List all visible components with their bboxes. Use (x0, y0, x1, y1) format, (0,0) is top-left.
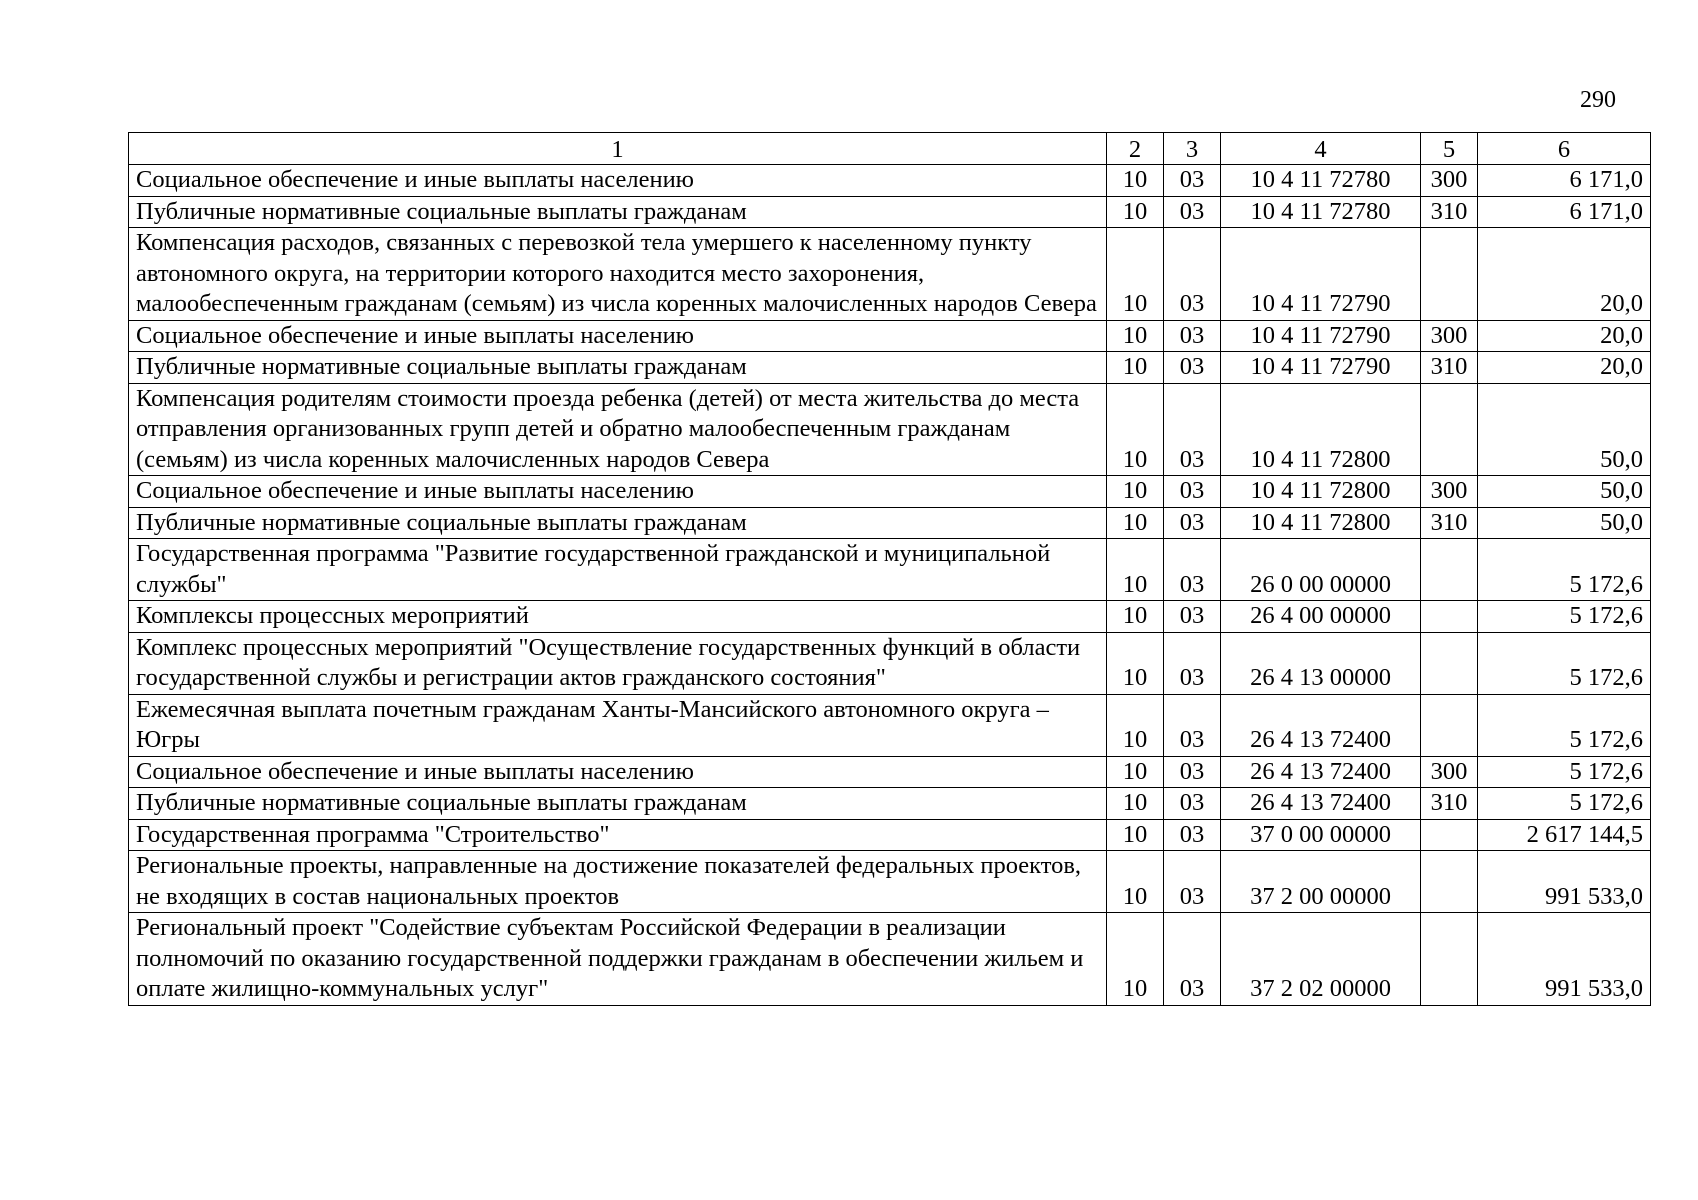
amount: 5 172,6 (1478, 788, 1651, 820)
expense-type-code: 300 (1421, 320, 1478, 352)
expense-type-code (1421, 913, 1478, 1006)
subsection-code: 03 (1164, 507, 1221, 539)
amount: 20,0 (1478, 228, 1651, 321)
target-article-code: 10 4 11 72780 (1221, 196, 1421, 228)
amount: 20,0 (1478, 352, 1651, 384)
target-article-code: 10 4 11 72790 (1221, 320, 1421, 352)
target-article-code: 26 4 13 72400 (1221, 756, 1421, 788)
section-code: 10 (1107, 913, 1164, 1006)
target-article-code: 10 4 11 72800 (1221, 507, 1421, 539)
expense-type-code (1421, 694, 1478, 756)
target-article-code: 10 4 11 72790 (1221, 228, 1421, 321)
amount: 6 171,0 (1478, 165, 1651, 197)
section-code: 10 (1107, 352, 1164, 384)
expenditure-name: Государственная программа "Строительство" (129, 819, 1107, 851)
column-header-4: 4 (1221, 133, 1421, 165)
column-header-2: 2 (1107, 133, 1164, 165)
column-header-6: 6 (1478, 133, 1651, 165)
expenditure-name: Комплексы процессных мероприятий (129, 601, 1107, 633)
subsection-code: 03 (1164, 228, 1221, 321)
subsection-code: 03 (1164, 694, 1221, 756)
amount: 20,0 (1478, 320, 1651, 352)
section-code: 10 (1107, 165, 1164, 197)
expense-type-code: 300 (1421, 476, 1478, 508)
subsection-code: 03 (1164, 352, 1221, 384)
table-row (129, 601, 1651, 633)
expense-type-code (1421, 819, 1478, 851)
amount: 5 172,6 (1478, 756, 1651, 788)
expense-type-code: 310 (1421, 507, 1478, 539)
table-row (129, 320, 1651, 352)
expense-type-code (1421, 228, 1478, 321)
target-article-code: 26 4 13 72400 (1221, 694, 1421, 756)
subsection-code: 03 (1164, 788, 1221, 820)
subsection-code: 03 (1164, 756, 1221, 788)
expense-type-code (1421, 539, 1478, 601)
section-code: 10 (1107, 819, 1164, 851)
expenditure-name: Социальное обеспечение и иные выплаты населению (129, 165, 1107, 197)
amount: 991 533,0 (1478, 913, 1651, 1006)
amount: 5 172,6 (1478, 601, 1651, 633)
section-code: 10 (1107, 756, 1164, 788)
target-article-code: 10 4 11 72790 (1221, 352, 1421, 384)
table-row (129, 632, 1651, 694)
table-row (129, 788, 1651, 820)
table-row (129, 913, 1651, 1006)
target-article-code: 26 0 00 00000 (1221, 539, 1421, 601)
amount: 5 172,6 (1478, 539, 1651, 601)
subsection-code: 03 (1164, 632, 1221, 694)
header-row (129, 133, 1651, 165)
amount: 6 171,0 (1478, 196, 1651, 228)
subsection-code: 03 (1164, 819, 1221, 851)
table-row (129, 165, 1651, 197)
expenditure-name: Публичные нормативные социальные выплаты гражданам (129, 507, 1107, 539)
target-article-code: 37 2 00 00000 (1221, 851, 1421, 913)
section-code: 10 (1107, 851, 1164, 913)
amount: 991 533,0 (1478, 851, 1651, 913)
section-code: 10 (1107, 632, 1164, 694)
expenditure-name: Социальное обеспечение и иные выплаты населению (129, 476, 1107, 508)
section-code: 10 (1107, 320, 1164, 352)
section-code: 10 (1107, 196, 1164, 228)
subsection-code: 03 (1164, 539, 1221, 601)
target-article-code: 26 4 00 00000 (1221, 601, 1421, 633)
table-row (129, 383, 1651, 476)
expense-type-code (1421, 601, 1478, 633)
table-row (129, 756, 1651, 788)
table-row (129, 352, 1651, 384)
expense-type-code (1421, 632, 1478, 694)
table-row (129, 196, 1651, 228)
expense-type-code: 300 (1421, 165, 1478, 197)
amount: 2 617 144,5 (1478, 819, 1651, 851)
expense-type-code: 310 (1421, 352, 1478, 384)
expenditure-name: Компенсация расходов, связанных с перевозкой тела умершего к населенному пункту автономного округа, на территории которого находится место захоронения, малообеспеченным гражданам (семьям) из числа коренных малочисленных народов Севера (129, 228, 1107, 321)
expenditure-name: Региональные проекты, направленные на достижение показателей федеральных проектов, не входящих в состав национальных проектов (129, 851, 1107, 913)
expenditure-name: Публичные нормативные социальные выплаты гражданам (129, 352, 1107, 384)
table-row (129, 539, 1651, 601)
subsection-code: 03 (1164, 601, 1221, 633)
expenditure-name: Социальное обеспечение и иные выплаты населению (129, 320, 1107, 352)
section-code: 10 (1107, 507, 1164, 539)
table-row (129, 851, 1651, 913)
amount: 5 172,6 (1478, 632, 1651, 694)
section-code: 10 (1107, 383, 1164, 476)
expenditure-name: Комплекс процессных мероприятий "Осуществление государственных функций в области государственной службы и регистрации актов гражданского состояния" (129, 632, 1107, 694)
amount: 50,0 (1478, 507, 1651, 539)
section-code: 10 (1107, 539, 1164, 601)
expenditure-name: Социальное обеспечение и иные выплаты населению (129, 756, 1107, 788)
table-row (129, 694, 1651, 756)
subsection-code: 03 (1164, 913, 1221, 1006)
expense-type-code: 310 (1421, 196, 1478, 228)
subsection-code: 03 (1164, 383, 1221, 476)
target-article-code: 26 4 13 00000 (1221, 632, 1421, 694)
column-header-3: 3 (1164, 133, 1221, 165)
expenditure-name: Региональный проект "Содействие субъектам Российской Федерации в реализации полномочий по оказанию государственной поддержки гражданам в обеспечении жильем и оплате жилищно-коммунальных услуг" (129, 913, 1107, 1006)
amount: 50,0 (1478, 383, 1651, 476)
expense-type-code (1421, 851, 1478, 913)
subsection-code: 03 (1164, 196, 1221, 228)
amount: 5 172,6 (1478, 694, 1651, 756)
section-code: 10 (1107, 694, 1164, 756)
target-article-code: 10 4 11 72800 (1221, 383, 1421, 476)
table-row (129, 228, 1651, 321)
table-body (129, 165, 1651, 1006)
expenditure-name: Публичные нормативные социальные выплаты гражданам (129, 196, 1107, 228)
expenditure-name: Ежемесячная выплата почетным гражданам Ханты-Мансийского автономного округа – Югры (129, 694, 1107, 756)
column-header-5: 5 (1421, 133, 1478, 165)
section-code: 10 (1107, 476, 1164, 508)
target-article-code: 10 4 11 72800 (1221, 476, 1421, 508)
section-code: 10 (1107, 788, 1164, 820)
target-article-code: 26 4 13 72400 (1221, 788, 1421, 820)
table-row (129, 507, 1651, 539)
expenditure-name: Государственная программа "Развитие государственной гражданской и муниципальной службы" (129, 539, 1107, 601)
expenditure-name: Публичные нормативные социальные выплаты гражданам (129, 788, 1107, 820)
amount: 50,0 (1478, 476, 1651, 508)
target-article-code: 10 4 11 72780 (1221, 165, 1421, 197)
table-row (129, 476, 1651, 508)
section-code: 10 (1107, 601, 1164, 633)
expenditure-name: Компенсация родителям стоимости проезда ребенка (детей) от места жительства до места отправления организованных групп детей и обратно малообеспеченным гражданам (семьям) из числа коренных малочисленных народов Севера (129, 383, 1107, 476)
target-article-code: 37 0 00 00000 (1221, 819, 1421, 851)
section-code: 10 (1107, 228, 1164, 321)
expense-type-code (1421, 383, 1478, 476)
page-number: 290 (1580, 87, 1616, 113)
column-header-1: 1 (129, 133, 1107, 165)
budget-table (128, 132, 1651, 1006)
expense-type-code: 300 (1421, 756, 1478, 788)
expense-type-code: 310 (1421, 788, 1478, 820)
subsection-code: 03 (1164, 851, 1221, 913)
table-row (129, 819, 1651, 851)
target-article-code: 37 2 02 00000 (1221, 913, 1421, 1006)
subsection-code: 03 (1164, 476, 1221, 508)
subsection-code: 03 (1164, 320, 1221, 352)
subsection-code: 03 (1164, 165, 1221, 197)
